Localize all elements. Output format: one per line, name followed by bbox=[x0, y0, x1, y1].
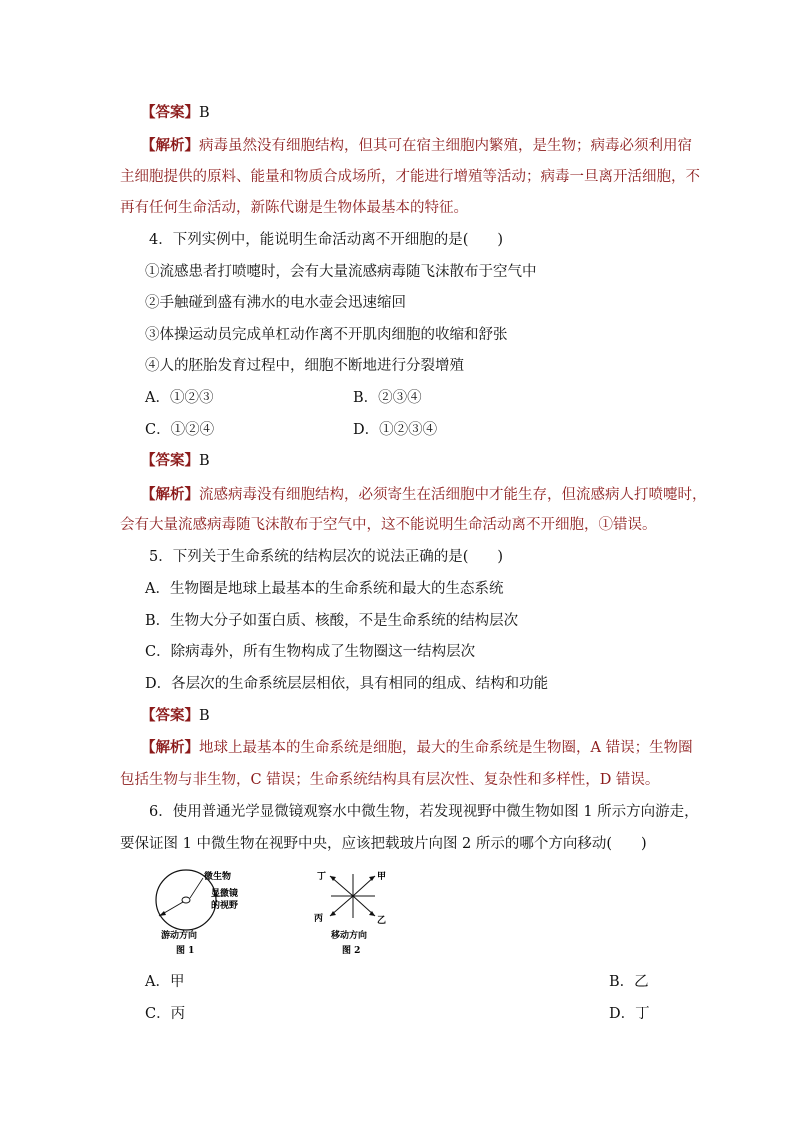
analysis-text: 病毒虽然没有细胞结构，但其可在宿主细胞内繁殖，是生物；病毒必须利用宿 bbox=[199, 138, 692, 154]
q6-stem-line-2: 要保证图 1 中微生物在视野中央，应该把载玻片向图 2 所示的哪个方向移动( ) bbox=[120, 836, 647, 852]
q6-option-b: B．乙 bbox=[609, 974, 649, 990]
q4-option-c: C．①②④ bbox=[145, 422, 215, 438]
label-field-1: 显微镜 bbox=[211, 889, 239, 899]
q4-analysis-line-1 bbox=[141, 485, 707, 505]
q4-item-4: ④人的胚胎发育过程中，细胞不断地进行分裂增殖 bbox=[145, 358, 464, 374]
q5-option-d: D．各层次的生命系统层层相依，具有相同的组成、结构和功能 bbox=[145, 676, 549, 692]
label-ding: 丁 bbox=[317, 872, 327, 882]
q4-item-2: ②手触碰到盛有沸水的电水壶会迅速缩回 bbox=[145, 295, 406, 311]
q6-option-c: C．丙 bbox=[145, 1006, 186, 1022]
q4-analysis-line-2: 会有大量流感病毒随飞沫散布于空气中，这不能说明生命活动离不开细胞，①错误。 bbox=[120, 517, 657, 533]
q5-answer bbox=[141, 706, 210, 726]
q4-option-b: B．②③④ bbox=[353, 390, 422, 406]
answer-tag: 【答案】 bbox=[141, 104, 199, 121]
analysis-tag: 【解析】 bbox=[141, 137, 199, 154]
q4-item-3: ③体操运动员完成单杠动作离不开肌肉细胞的收缩和舒张 bbox=[145, 327, 508, 343]
q6-option-a: A．甲 bbox=[145, 974, 185, 990]
q5-option-a: A．生物圈是地球上最基本的生命系统和最大的生态系统 bbox=[145, 581, 504, 597]
microbe-leader-line bbox=[190, 878, 203, 898]
label-jia: 甲 bbox=[377, 872, 387, 882]
answer-value: B bbox=[199, 105, 210, 121]
fig1-title: 图 1 bbox=[176, 946, 195, 956]
answer-tag: 【答案】 bbox=[141, 707, 199, 724]
label-yi: 乙 bbox=[377, 916, 387, 926]
q3-answer bbox=[141, 103, 210, 123]
analysis-text: 地球上最基本的生命系统是细胞，最大的生命系统是生物圈，A 错误；生物圈 bbox=[199, 740, 693, 756]
answer-value: B bbox=[199, 708, 210, 724]
answer-value: B bbox=[199, 453, 210, 469]
fig2-title: 图 2 bbox=[342, 946, 361, 956]
q6-option-d: D．丁 bbox=[609, 1006, 650, 1022]
label-bing: 丙 bbox=[314, 914, 324, 924]
arrow-head-icon bbox=[159, 911, 166, 916]
q3-analysis-line-3: 再有任何生命活动，新陈代谢是生物体最基本的特征。 bbox=[120, 200, 468, 216]
q4-stem: 4．下列实例中，能说明生命活动离不开细胞的是( ) bbox=[149, 232, 504, 248]
q3-analysis-line-1 bbox=[141, 136, 692, 156]
label-microbe: 微生物 bbox=[204, 872, 232, 882]
q5-option-b: B．生物大分子如蛋白质、核酸，不是生命系统的结构层次 bbox=[145, 613, 519, 629]
analysis-tag: 【解析】 bbox=[141, 486, 199, 503]
q5-stem: 5．下列关于生命系统的结构层次的说法正确的是( ) bbox=[149, 549, 504, 565]
q4-item-1: ①流感患者打喷嚏时，会有大量流感病毒随飞沫散布于空气中 bbox=[145, 264, 537, 280]
q3-analysis-line-2: 主细胞提供的原料、能量和物质合成场所，才能进行增殖等活动；病毒一旦离开活细胞，不 bbox=[120, 169, 700, 185]
figure-1 bbox=[145, 866, 285, 961]
fig2-caption: 移动方向 bbox=[331, 931, 368, 941]
q5-option-c: C．除病毒外，所有生物构成了生物圈这一结构层次 bbox=[145, 644, 476, 660]
q5-analysis-line-2: 包括生物与非生物，C 错误；生命系统结构具有层次性、复杂性和多样性，D 错误。 bbox=[120, 772, 660, 788]
q4-option-d: D．①②③④ bbox=[353, 422, 438, 438]
answer-tag: 【答案】 bbox=[141, 452, 199, 469]
label-field-2: 的视野 bbox=[211, 901, 239, 911]
q5-analysis-line-1 bbox=[141, 738, 693, 758]
analysis-tag: 【解析】 bbox=[141, 739, 199, 756]
analysis-text: 流感病毒没有细胞结构，必须寄生在活细胞中才能生存，但流感病人打喷嚏时， bbox=[199, 487, 707, 503]
q6-stem-line-1: 6．使用普通光学显微镜观察水中微生物，若发现视野中微生物如图 1 所示方向游走， bbox=[149, 804, 699, 820]
fig1-caption: 游动方向 bbox=[161, 931, 198, 941]
figure-2 bbox=[305, 866, 415, 961]
microbe-shape bbox=[182, 897, 190, 903]
q4-option-a: A．①②③ bbox=[145, 390, 214, 406]
q4-answer bbox=[141, 451, 210, 471]
